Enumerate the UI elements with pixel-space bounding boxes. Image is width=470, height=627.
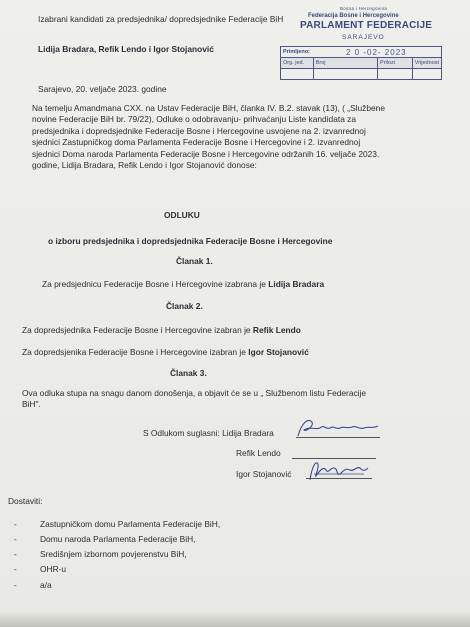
article-2-body-2: Za dopredsjenika Federacije Bosne i Hercegovine izabran je	[22, 347, 249, 357]
place-date: Sarajevo, 20. veljače 2023. godine	[38, 84, 167, 94]
article-1-text	[42, 279, 324, 290]
article-2-title: Članak 2.	[166, 301, 203, 311]
parliament-stamp	[278, 4, 446, 100]
stamp-line-3: PARLAMENT FEDERACIJE	[300, 20, 433, 31]
intro-line: godine, Lidija Bradara, Refik Lendo i Igor Stojanović donose:	[32, 160, 257, 171]
stamp-line-4: SARAJEVO	[342, 34, 385, 41]
article-2-text-1	[22, 325, 301, 336]
stamp-line-2: Federacija Bosne i Hercegovine	[308, 13, 399, 19]
article-1-title: Članak 1.	[176, 256, 213, 266]
article-2-text-2	[22, 347, 309, 358]
article-3-title: Članak 3.	[170, 368, 207, 378]
decision-subtitle: o izboru predsjednika i dopredsjednika Federacije Bosne i Hercegovine	[48, 236, 333, 246]
decision-title: ODLUKU	[164, 210, 200, 220]
distribution-item: - OHR-u	[14, 564, 67, 574]
stamp-col-prilozi: Prilozi	[377, 58, 412, 69]
intro-line: sjednici Doma naroda Parlamenta Federacije Bosne i Hercegovine održanih 16. veljače 2023.	[32, 148, 380, 159]
signature-line-3: Igor Stojanović	[236, 469, 292, 479]
stamp-col-broj: Broj	[313, 58, 377, 69]
article-2-name-2: Igor Stojanović	[248, 347, 309, 357]
article-2-body-1: Za dopredsjednika Federacije Bosne i Hercegovine izabran je	[22, 325, 253, 335]
article-2-name-1: Refik Lendo	[252, 325, 301, 335]
distribution-item: - Zastupničkom domu Parlamenta Federacije BiH,	[14, 519, 221, 529]
stamp-received-label: Primljeno:	[283, 49, 310, 55]
intro-line: Na temelju Amandmana CXX. na Ustav Federacije BiH, članka IV. B.2. stavak (13), ( „Službene	[32, 103, 385, 113]
intro-line: predsjednika i dopredsjednike Federacije Bosne i Hercegovine usvojene na 2. izvanrednoj	[32, 125, 366, 136]
stamp-col-vrijednost: Vrijednost	[412, 58, 441, 69]
signature-bradara	[294, 416, 384, 442]
stamp-received-date: 2 0 -02- 2023	[346, 48, 407, 57]
distribution-title: Dostaviti:	[8, 496, 43, 506]
article-3-line-2: BiH".	[22, 399, 41, 410]
distribution-item: - Središnjem izbornom povjerenstvu BiH,	[14, 549, 187, 559]
article-1-name: Lidija Bradara	[268, 279, 325, 289]
distribution-item: - a/a	[14, 580, 52, 590]
intro-paragraph	[32, 103, 385, 171]
stamp-col-org: Org. jed.	[281, 58, 314, 69]
signature-line-1: S Odlukom suglasni: Lidija Bradara	[143, 428, 274, 438]
header-line-2: Lidija Bradara, Refik Lendo i Igor Stojanović	[38, 44, 214, 54]
signature-line-2: Refik Lendo	[236, 448, 281, 458]
article-1-body: Za predsjednicu Federacije Bosne i Hercegovine izabrana je	[42, 279, 269, 289]
intro-line: sjednici Zastupničkog doma Parlamenta Federacije Bosne i Hercegovine i 2. izvanrednoj	[32, 137, 361, 148]
article-3-line-1: Ova odluka stupa na snagu danom donošenja, a objavit će se u „ Službenom listu Federacije	[22, 388, 367, 398]
header-line-1: Izabrani kandidati za predsjednika/ dopredsjednike Federacije BiH	[38, 14, 284, 24]
signature-stojanovic	[304, 456, 374, 486]
article-3-paragraph	[22, 388, 366, 411]
stamp-line-1: Bosna i Hercegovina	[340, 6, 388, 11]
page-shadow	[0, 611, 470, 627]
distribution-item: - Domu naroda Parlamenta Federacije BiH,	[14, 534, 196, 544]
intro-line: novine Federacije BiH br. 79/22), Odluke o odobravanju- prihvaćanju Liste kandidata za	[32, 114, 357, 125]
